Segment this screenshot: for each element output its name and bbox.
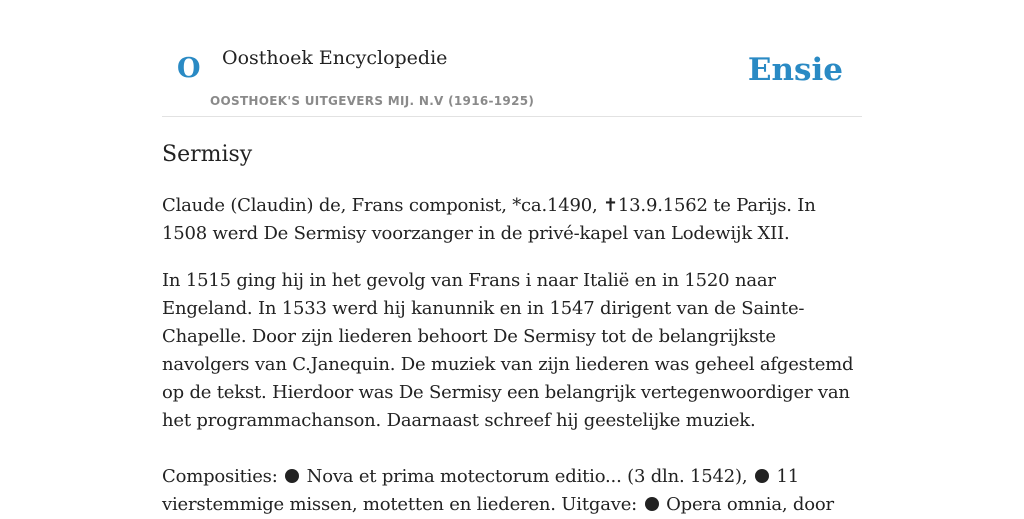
bullet-icon: [645, 497, 659, 511]
composition-item: 11 vierstemmige missen, motetten en liederen. Uitgave:: [162, 466, 799, 515]
ensie-logo-link[interactable]: Ensie: [747, 52, 843, 88]
entry-title: Sermisy: [162, 142, 253, 167]
site-header: [162, 0, 862, 117]
entry-content: [162, 140, 862, 519]
entry-paragraph: Claude (Claudin) de, Frans componist, *ca.1490, ✝13.9.1562 te Parijs. In 1508 werd De Sermisy voorzanger in de privé-kapel van Lodewijk XII.: [162, 195, 816, 244]
oosthoek-logo-icon[interactable]: O: [177, 53, 201, 84]
book-title-link[interactable]: Oosthoek Encyclopedie: [222, 47, 448, 69]
compositions-paragraph: [162, 463, 862, 519]
bullet-icon: [285, 469, 299, 483]
composition-item: Opera omnia, door: [666, 494, 834, 515]
composition-item: Nova et prima motectorum editio... (3 dln. 1542),: [306, 466, 748, 487]
entry-paragraph: In 1515 ging hij in het gevolg van Frans i naar Italië en in 1520 naar Engeland. In 1533 werd hij kanunnik en in 1547 dirigent van de Sainte-Chapelle. Door zijn liederen behoort De Sermisy tot de belangrijkste navolgers van C.Janequin. De muziek van zijn liederen was geheel afgestemd op de tekst. Hierdoor was De Sermisy een belangrijk vertegenwoordiger van het programmachanson. Daarnaast schreef hij geestelijke muziek.: [162, 270, 854, 431]
compositions-label: Composities:: [162, 466, 278, 487]
publisher-label: OOSTHOEK'S UITGEVERS MIJ. N.V (1916-1925): [210, 94, 535, 108]
bullet-icon: [755, 469, 769, 483]
